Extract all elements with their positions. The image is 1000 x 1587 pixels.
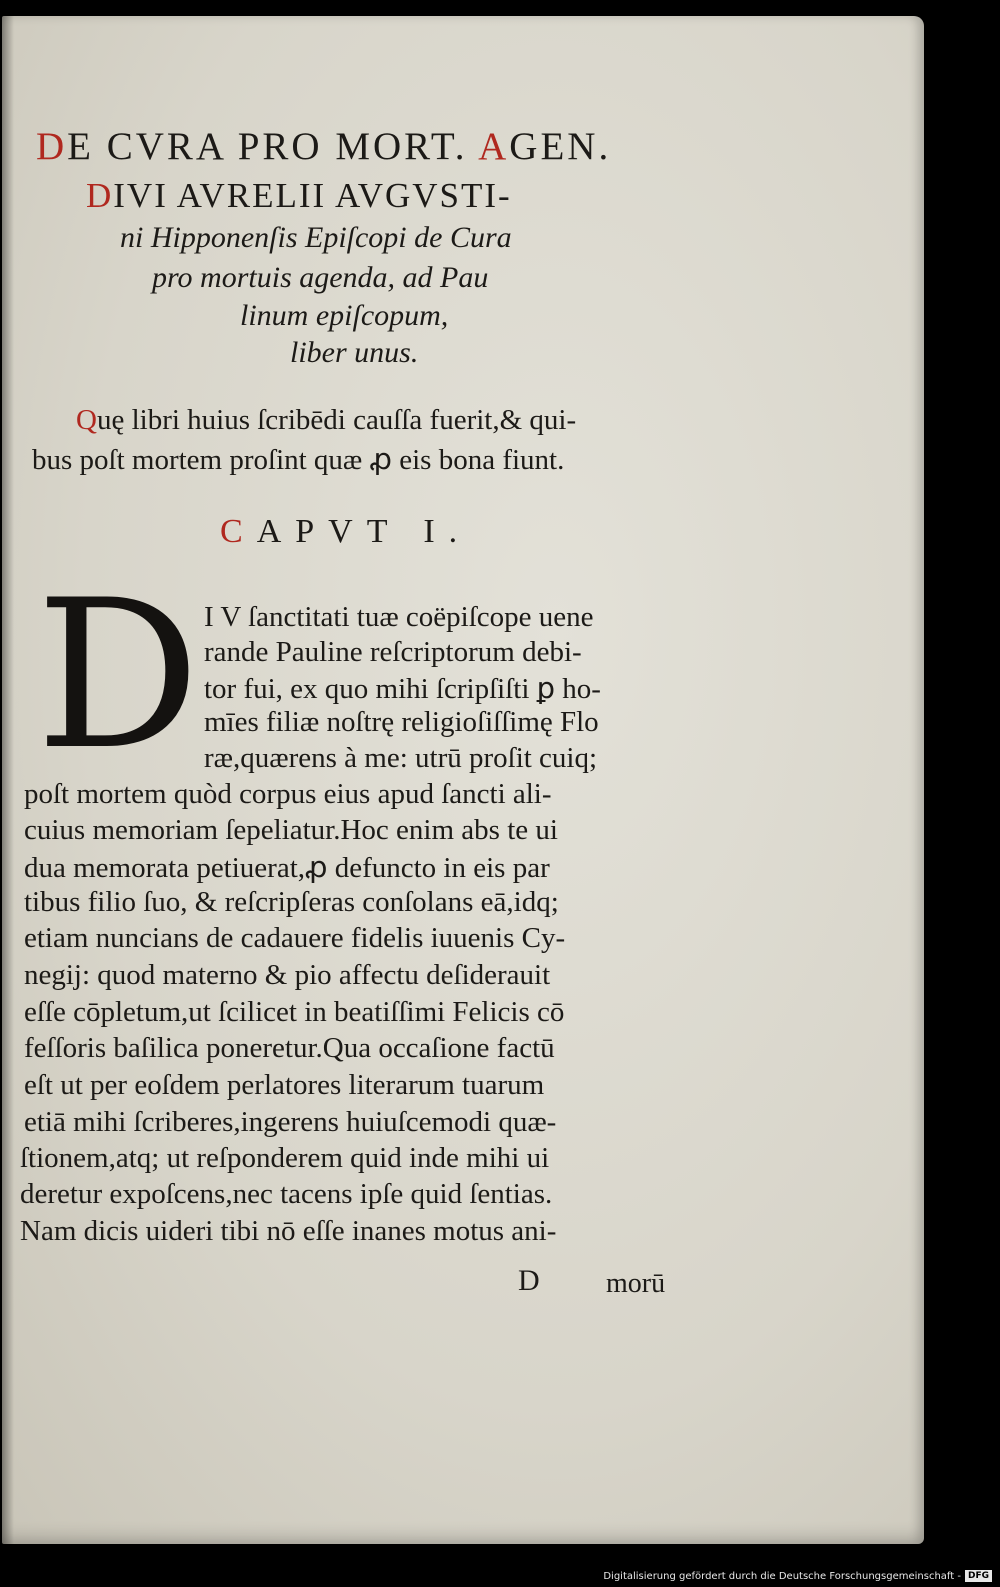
body-line: feſſoris baſilica poneretur.Qua occaſione factū bbox=[24, 1032, 555, 1064]
book-page bbox=[2, 16, 924, 1544]
body-line: I V ſanctitati tuæ coëpiſcope uene bbox=[204, 601, 594, 633]
body-line: etiam nuncians de cadauere fidelis iuuenis Cy- bbox=[24, 922, 566, 954]
heading-line-1-text: E CVRA PRO MORT. bbox=[67, 125, 468, 168]
body-line: dua memorata petiuerat,ꝓ defuncto in eis par bbox=[24, 852, 550, 884]
heading-line-6: liber unus. bbox=[290, 336, 419, 369]
heading-line-3: ni Hipponenſis Epiſcopi de Cura bbox=[120, 221, 512, 254]
summary-line-1-text: uę libri huius ſcribēdi cauſſa fuerit,& qui- bbox=[96, 404, 577, 436]
body-line: eſſe cōpletum,ut ſcilicet in beatiſſimi Felicis cō bbox=[24, 996, 565, 1028]
body-line: tibus filio ſuo, & reſcripſeras conſolans eā,idq; bbox=[24, 886, 559, 918]
body-line: eſt ut per eoſdem perlatores literarum tuarum bbox=[24, 1069, 545, 1101]
body-line: ræ,quærens à me: utrū proſit cuiq; bbox=[204, 742, 598, 774]
drop-cap: D bbox=[35, 557, 201, 795]
digitization-footer bbox=[603, 1568, 992, 1584]
heading-line-2-text: IVI AVRELII AVGVSTI- bbox=[113, 176, 512, 215]
footer-text: Digitalisierung gefördert durch die Deutsche Forschungsgemeinschaft - bbox=[603, 1570, 961, 1582]
chapter-heading bbox=[220, 513, 471, 551]
body-line: Nam dicis uideri tibi nō eſſe inanes motus ani- bbox=[20, 1215, 557, 1247]
summary-initial: Q bbox=[76, 404, 97, 436]
heading-line-1 bbox=[36, 124, 736, 169]
heading-initial-a: A bbox=[478, 125, 510, 168]
body-line: ſtionem,atq; ut reſponderem quid inde mihi ui bbox=[20, 1142, 550, 1174]
heading-agen-text: GEN. bbox=[509, 125, 612, 168]
dfg-logo: DFG bbox=[965, 1570, 992, 1582]
chapter-initial: C bbox=[220, 513, 257, 550]
body-line: poſt mortem quòd corpus eius apud ſancti ali- bbox=[24, 778, 552, 810]
signature-mark: D bbox=[518, 1264, 540, 1297]
body-line: mīes filiæ noſtrę religioſiſſimę Flo bbox=[204, 706, 599, 738]
heading-line-2-initial: D bbox=[86, 176, 114, 215]
body-line: etiā mihi ſcriberes,ingerens huiuſcemodi quæ- bbox=[24, 1106, 557, 1138]
body-line: rande Pauline reſcriptorum debi- bbox=[204, 636, 582, 668]
heading-line-5: linum epiſcopum, bbox=[240, 299, 449, 332]
heading-line-4: pro mortuis agenda, ad Pau bbox=[152, 261, 489, 294]
body-line: cuius memoriam ſepeliatur.Hoc enim abs te ui bbox=[24, 814, 558, 846]
summary-line-1 bbox=[76, 404, 726, 437]
body-line: deretur expoſcens,nec tacens ipſe quid ſentias. bbox=[20, 1178, 553, 1210]
body-line: negij: quod materno & pio affectu deſiderauit bbox=[24, 959, 551, 991]
chapter-text: APVT I. bbox=[256, 513, 472, 550]
summary-line-2: bus poſt mortem proſint quæ ꝓ eis bona fiunt. bbox=[32, 444, 565, 476]
body-line: tor fui, ex quo mihi ſcripſiſti ꝑ ho- bbox=[204, 673, 601, 705]
heading-initial-d: D bbox=[36, 125, 68, 168]
heading-line-2 bbox=[86, 176, 706, 216]
catchword: morū bbox=[606, 1268, 666, 1299]
